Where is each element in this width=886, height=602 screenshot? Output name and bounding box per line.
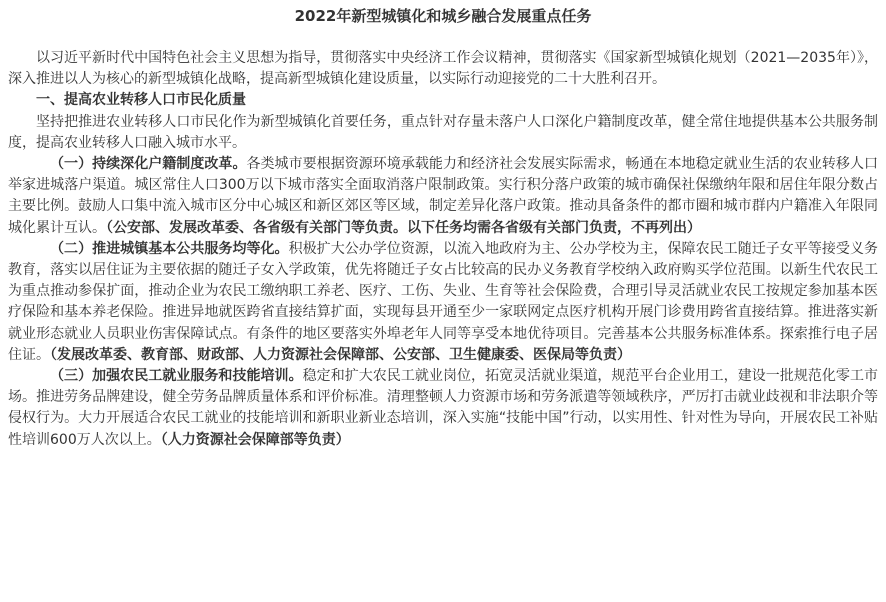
item-3-responsible: （人力资源社会保障部等负责） <box>160 431 350 448</box>
item-3-title: （三）加强农民工就业服务和技能培训。 <box>50 368 303 385</box>
section-heading: 一、提高农业转移人口市民化质量 <box>36 92 246 109</box>
item-1-paragraph <box>8 154 878 239</box>
section-lead-paragraph: 坚持把推进农业转移人口市民化作为新型城镇化首要任务，重点针对存量未落户人口深化户籍制度改革，健全常住地提供基本公共服务制度，提高农业转移人口融入城市水平。 <box>8 113 878 151</box>
item-2-body: 积极扩大公办学位资源，以流入地政府为主、公办学校为主，保障农民工随迁子女平等接受义务教育，落实以居住证为主要依据的随迁子女入学政策，优先将随迁子女占比较高的民办义务教育学校纳入政府购买学位范围。以新生代农民工为重点推动参保扩面，推动企业为农民工缴纳职工养老、医疗、工伤、失业、生育等社会保险费，合理引导灵活就业农民工按规定参加基本医疗保险和基本养老保险。推进异地就医跨省直接结算扩面，实现每县开通至少一家联网定点医疗机构开展门诊费用跨省直接结算。推进落实新就业形态就业人员职业伤害保障试点。有条件的地区要落实外埠老年人同等享受本地优待项目。完善基本公共服务标准体系。探索推行电子居住证。 <box>8 240 879 363</box>
item-1-body: 各类城市要根据资源环境承载能力和经济社会发展实际需求，畅通在本地稳定就业生活的农业转移人口举家进城落户渠道。城区常住人口300万以下城市落实全面取消落户限制政策。实行积分落户政策的城市确保社保缴纳年限和居住年限分数占主要比例。鼓励人口集中流入城市区分中心城区和新区郊区等区域，制定差异化落户政策。推动具备条件的都市圈和城市群内户籍准入年限同城化累计互认。 <box>8 156 878 236</box>
document-title: 2022年新型城镇化和城乡融合发展重点任务 <box>294 7 592 25</box>
document-body <box>8 48 878 451</box>
item-2-responsible: （发展改革委、教育部、财政部、人力资源社会保障部、公安部、卫生健康委、医保局等负责） <box>50 346 631 363</box>
item-3-paragraph <box>8 366 878 451</box>
item-2-title: （二）推进城镇基本公共服务均等化。 <box>50 240 289 257</box>
item-2-paragraph <box>8 239 878 366</box>
item-3-body: 稳定和扩大农民工就业岗位，拓宽灵活就业渠道，规范平台企业用工，建设一批规范化零工市场。推进劳务品牌建设，健全劳务品牌质量体系和评价标准。清理整顿人力资源市场和劳务派遣等领域秩序，严厉打击就业歧视和非法职介等侵权行为。大力开展适合农民工就业的技能培训和新职业新业态培训，深入实施“技能中国”行动，以实用性、针对性为导向，开展农民工补贴性培训600万人次以上。 <box>8 368 879 448</box>
item-1-title: （一）持续深化户籍制度改革。 <box>50 156 247 173</box>
item-1-responsible: （公安部、发展改革委、各省级有关部门等负责。以下任务均需各省级有关部门负责，不再列出） <box>106 219 701 236</box>
intro-paragraph: 以习近平新时代中国特色社会主义思想为指导，贯彻落实中央经济工作会议精神，贯彻落实《国家新型城镇化规划（2021—2035年）》，深入推进以人为核心的新型城镇化战略，提高新型城镇化建设质量，以实际行动迎接党的二十大胜利召开。 <box>8 50 878 88</box>
